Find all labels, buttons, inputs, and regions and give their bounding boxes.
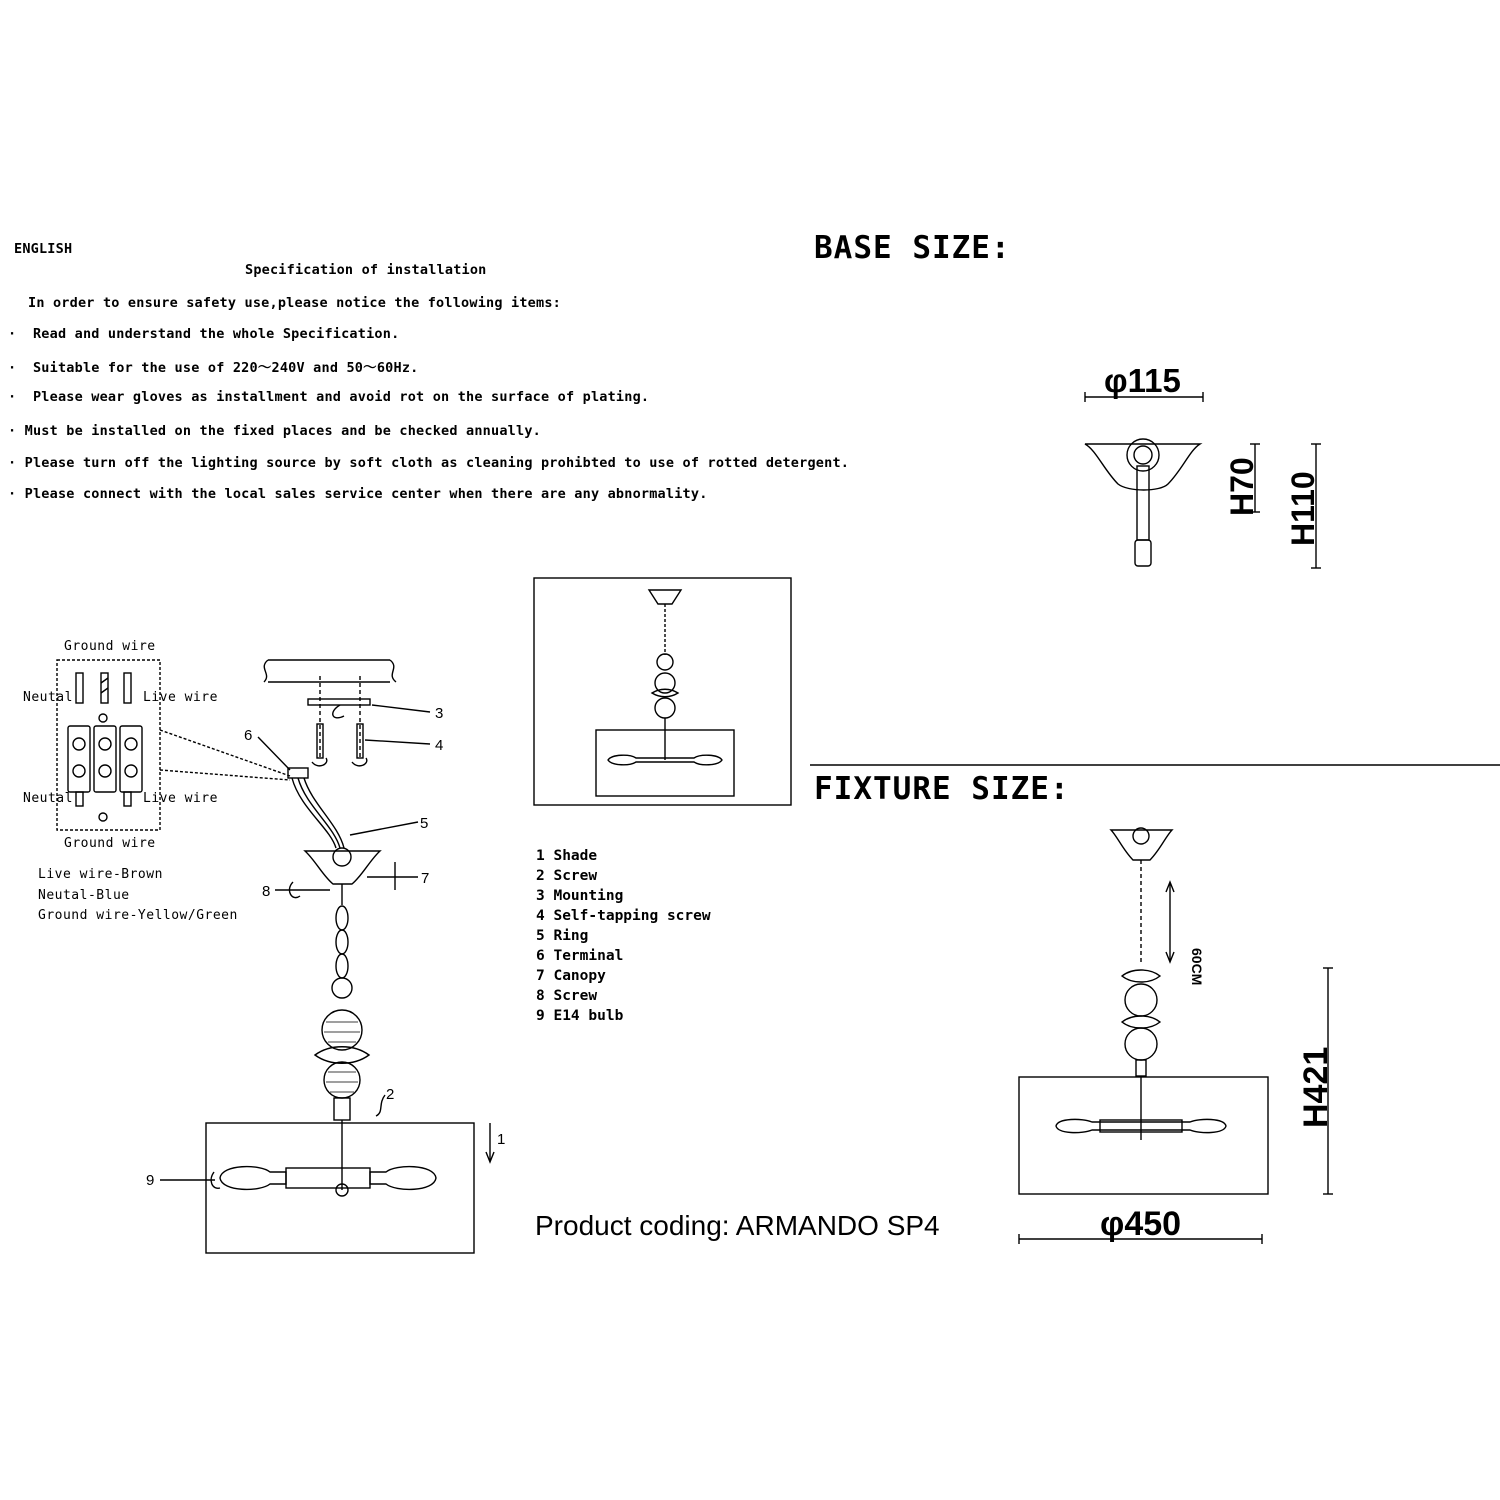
neutral-label-top: Neutal bbox=[23, 690, 73, 705]
crystal-ball-lower bbox=[324, 1062, 360, 1098]
ground-wire-label-top: Ground wire bbox=[64, 639, 156, 654]
terminal-block bbox=[68, 726, 142, 792]
parts-list-item: 4 Self-tapping screw bbox=[536, 908, 711, 924]
spec-intro: In order to ensure safety use,please notice the following items: bbox=[28, 295, 561, 311]
callout-1: 1 bbox=[497, 1131, 506, 1148]
reference-frame bbox=[534, 578, 791, 805]
base-diameter: φ115 bbox=[1104, 362, 1181, 399]
parts-list bbox=[536, 846, 711, 1026]
callout-4: 4 bbox=[435, 737, 444, 754]
parts-list-item: 6 Terminal bbox=[536, 948, 624, 964]
wire-color-legend: Live wire-Brown bbox=[38, 867, 163, 882]
wire-ends bbox=[76, 673, 131, 806]
callout-8: 8 bbox=[262, 883, 271, 900]
live-wire-label-top: Live wire bbox=[143, 690, 218, 705]
wire-color-legend: Neutal-Blue bbox=[38, 888, 130, 903]
parts-list-item: 1 Shade bbox=[536, 848, 598, 864]
canopy-outline bbox=[305, 851, 380, 884]
fixture-height: H421 bbox=[1297, 1046, 1335, 1128]
parts-list-item: 2 Screw bbox=[536, 868, 598, 884]
spec-item: · Please wear gloves as installment and avoid rot on the surface of plating. bbox=[8, 389, 650, 405]
fixture-diameter: φ450 bbox=[1100, 1205, 1182, 1243]
callout-6: 6 bbox=[244, 727, 253, 744]
callout-3: 3 bbox=[435, 705, 444, 722]
base-height-h70: H70 bbox=[1224, 457, 1260, 516]
bulb-right bbox=[370, 1167, 436, 1190]
neutral-label-bottom: Neutal bbox=[23, 791, 73, 806]
language-label: ENGLISH bbox=[14, 241, 73, 257]
product-coding: Product coding: ARMANDO SP4 bbox=[535, 1210, 940, 1241]
callout-2: 2 bbox=[386, 1086, 395, 1103]
parts-list-item: 9 E14 bulb bbox=[536, 1008, 624, 1024]
spec-item: · Must be installed on the fixed places and be checked annually. bbox=[8, 423, 541, 439]
parts-list-item: 5 Ring bbox=[536, 928, 589, 944]
base-canopy bbox=[1085, 444, 1200, 490]
bulb-left bbox=[220, 1167, 286, 1190]
spec-item: · Suitable for the use of 220～240V and 50～60Hz. bbox=[8, 360, 419, 376]
callout-5: 5 bbox=[420, 815, 429, 832]
spec-title: Specification of installation bbox=[245, 262, 487, 278]
fixture-ball-lower bbox=[1125, 1028, 1157, 1060]
fixture-shade bbox=[1019, 1077, 1268, 1194]
chain-length: 60CM bbox=[1189, 948, 1205, 986]
parts-list-item: 8 Screw bbox=[536, 988, 598, 1004]
spec-item: · Please turn off the lighting source by soft cloth as cleaning prohibted to use of rotted detergent. bbox=[8, 455, 850, 471]
fixture-ball-upper bbox=[1125, 984, 1157, 1016]
fixture-canopy bbox=[1111, 830, 1172, 860]
wire-color-legend: Ground wire-Yellow/Green bbox=[38, 908, 238, 923]
callout-9: 9 bbox=[146, 1172, 155, 1189]
ground-wire-label-bottom: Ground wire bbox=[64, 836, 156, 851]
spec-item: · Please connect with the local sales service center when there are any abnormality. bbox=[8, 486, 708, 502]
base-height-h110: H110 bbox=[1285, 471, 1321, 546]
crystal-ball-upper bbox=[322, 1010, 362, 1050]
base-size-heading: BASE SIZE: bbox=[814, 230, 1011, 266]
parts-list-item: 3 Mounting bbox=[536, 888, 624, 904]
spec-item: · Read and understand the whole Specification. bbox=[8, 326, 400, 342]
fixture-size-heading: FIXTURE SIZE: bbox=[814, 771, 1070, 807]
parts-list-item: 7 Canopy bbox=[536, 968, 606, 984]
live-wire-label-bottom: Live wire bbox=[143, 791, 218, 806]
crystal-disc bbox=[315, 1047, 369, 1064]
callout-7: 7 bbox=[421, 870, 430, 887]
mounting-plate bbox=[308, 699, 370, 705]
